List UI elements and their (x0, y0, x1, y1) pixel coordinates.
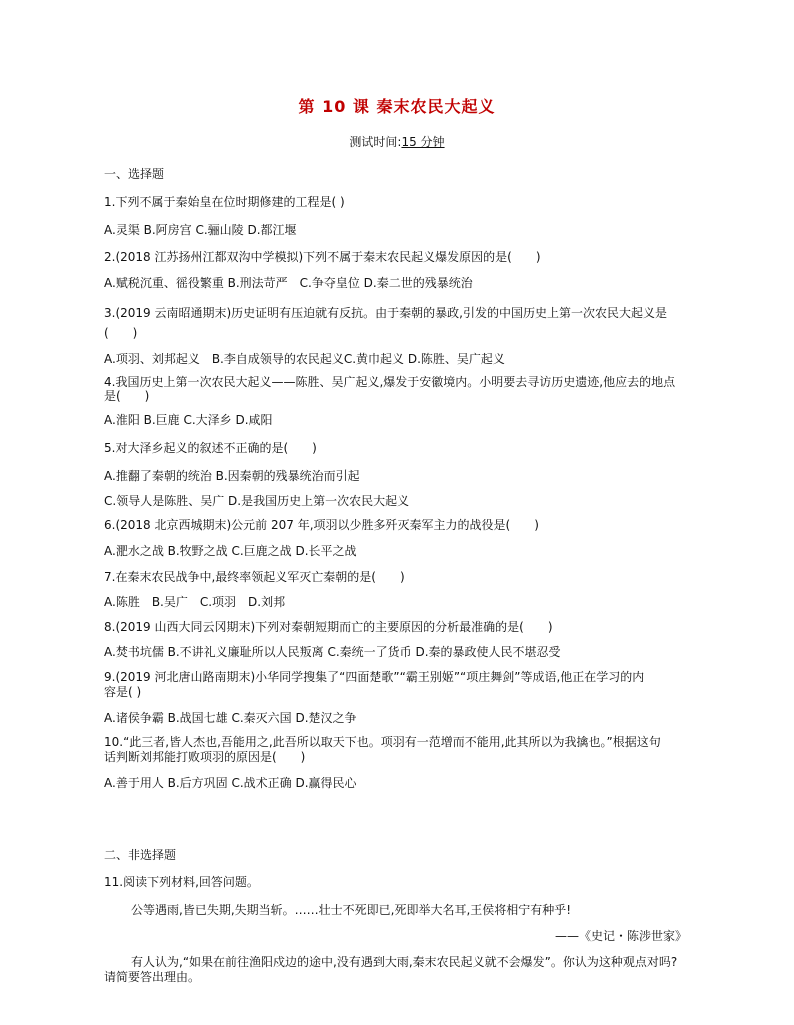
q7-stem: 7.在秦末农民战争中,最终率领起义军灭亡秦朝的是( ) (104, 570, 405, 584)
q5-stem: 5.对大泽乡起义的叙述不正确的是( ) (104, 441, 317, 455)
q2-stem: 2.(2018 江苏扬州江都双沟中学模拟)下列不属于秦末农民起义爆发原因的是( ) (104, 250, 541, 264)
q11-ask: 有人认为,“如果在前往渔阳戍边的途中,没有遇到大雨,秦末农民起义就不会爆发”。你认为这种观点对吗? (131, 955, 678, 969)
q4-options: A.淮阳 B.巨鹿 C.大泽乡 D.咸阳 (104, 413, 273, 427)
test-duration-label: 测试时间: (349, 135, 402, 149)
page-title: 第 10 课 秦末农民大起义 (298, 97, 496, 116)
q9-options: A.诸侯争霸 B.战国七雄 C.秦灭六国 D.楚汉之争 (104, 711, 357, 725)
q10-options: A.善于用人 B.后方巩固 C.战术正确 D.赢得民心 (104, 776, 357, 790)
q3-stem-cont: ( ) (104, 326, 138, 340)
q8-options: A.焚书坑儒 B.不讲礼义廉耻所以人民叛离 C.秦统一了货币 D.秦的暴政使人民不堪忍受 (104, 645, 561, 659)
q7-options: A.陈胜 B.吴广 C.项羽 D.刘邦 (104, 595, 286, 609)
test-duration-value: 15 分钟 (401, 135, 445, 149)
q11-stem: 11.阅读下列材料,回答问题。 (104, 875, 259, 889)
q10-stem-cont: 话判断刘邦能打败项羽的原因是( ) (104, 750, 306, 764)
q10-stem: 10.“此三者,皆人杰也,吾能用之,此吾所以取天下也。项羽有一范增而不能用,此其所以为我擒也。”根据这句 (104, 735, 661, 749)
q1-options: A.灵渠 B.阿房宫 C.骊山陵 D.都江堰 (104, 223, 297, 237)
q2-options: A.赋税沉重、徭役繁重 B.刑法苛严 C.争夺皇位 D.秦二世的残暴统治 (104, 276, 473, 290)
test-duration (0, 133, 794, 150)
q8-stem: 8.(2019 山西大同云冈期末)下列对秦朝短期而亡的主要原因的分析最准确的是( ) (104, 620, 553, 634)
q5-options-2: C.领导人是陈胜、吴广 D.是我国历史上第一次农民大起义 (104, 494, 410, 508)
q9-stem: 9.(2019 河北唐山路南期末)小华同学搜集了“四面楚歌”“霸王别姬”“项庄舞剑”等成语,他正在学习的内 (104, 670, 645, 684)
q6-stem: 6.(2018 北京西城期末)公元前 207 年,项羽以少胜多歼灭秦军主力的战役是( ) (104, 518, 539, 532)
q4-stem-cont: 是( ) (104, 389, 150, 403)
q4-stem: 4.我国历史上第一次农民大起义——陈胜、吴广起义,爆发于安徽境内。小明要去寻访历史遗迹,他应去的地点 (104, 375, 676, 389)
q5-options-1: A.推翻了秦朝的统治 B.因秦朝的残暴统治而引起 (104, 469, 360, 483)
section-heading-choice: 一、选择题 (104, 167, 165, 181)
q11-quote: 公等遇雨,皆已失期,失期当斩。……壮士不死即已,死即举大名耳,王侯将相宁有种乎! (131, 903, 572, 917)
q3-stem: 3.(2019 云南昭通期末)历史证明有压迫就有反抗。由于秦朝的暴政,引发的中国历史上第一次农民大起义是 (104, 306, 667, 320)
q1-stem: 1.下列不属于秦始皇在位时期修建的工程是( ) (104, 195, 345, 209)
q11-ask-cont: 请简要答出理由。 (104, 970, 201, 984)
q6-options: A.淝水之战 B.牧野之战 C.巨鹿之战 D.长平之战 (104, 544, 357, 558)
q9-stem-cont: 容是( ) (104, 685, 142, 699)
q11-source: ——《史记・陈涉世家》 (554, 929, 687, 943)
q3-options: A.项羽、刘邦起义 B.李自成领导的农民起义C.黄巾起义 D.陈胜、吴广起义 (104, 352, 505, 366)
section-heading-open: 二、非选择题 (104, 848, 177, 862)
